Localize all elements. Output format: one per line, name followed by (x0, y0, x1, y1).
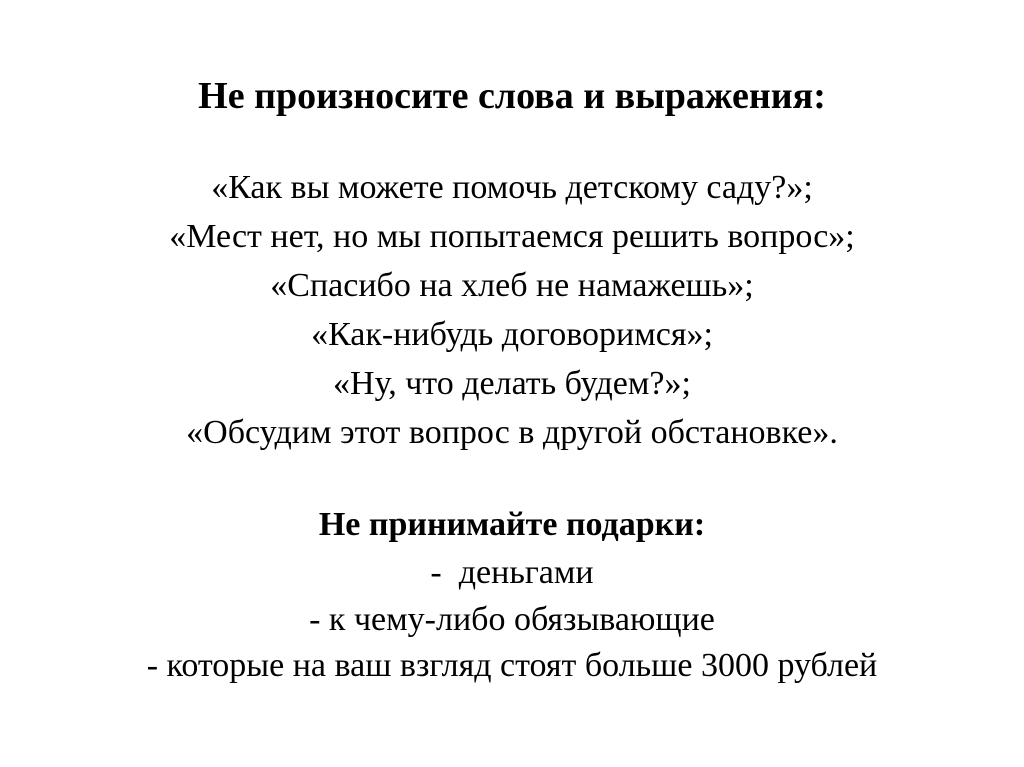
forbidden-phrase: «Ну, что делать будем?»; (333, 365, 691, 402)
forbidden-phrase: «Спасибо на хлеб не намажешь»; (270, 267, 754, 304)
forbidden-phrase: «Как-нибудь договоримся»; (311, 316, 713, 353)
forbidden-phrases-list (0, 163, 1024, 457)
slide-title: Не произносите слова и выражения: (198, 75, 826, 117)
gift-item: - которые на ваш взгляд стоят больше 3000 рублей (146, 647, 878, 684)
gift-item: - к чему-либо обязывающие (309, 601, 715, 638)
gifts-heading: Не принимайте подарки: (318, 506, 706, 543)
forbidden-phrase: «Обсудим этот вопрос в другой обстановке». (186, 414, 838, 451)
gifts-list (0, 549, 1024, 689)
forbidden-phrase: «Как вы можете помочь детскому саду?»; (211, 169, 813, 206)
gift-item: - деньгами (430, 554, 594, 591)
forbidden-phrase: «Мест нет, но мы попытаемся решить вопрос»; (169, 218, 855, 255)
